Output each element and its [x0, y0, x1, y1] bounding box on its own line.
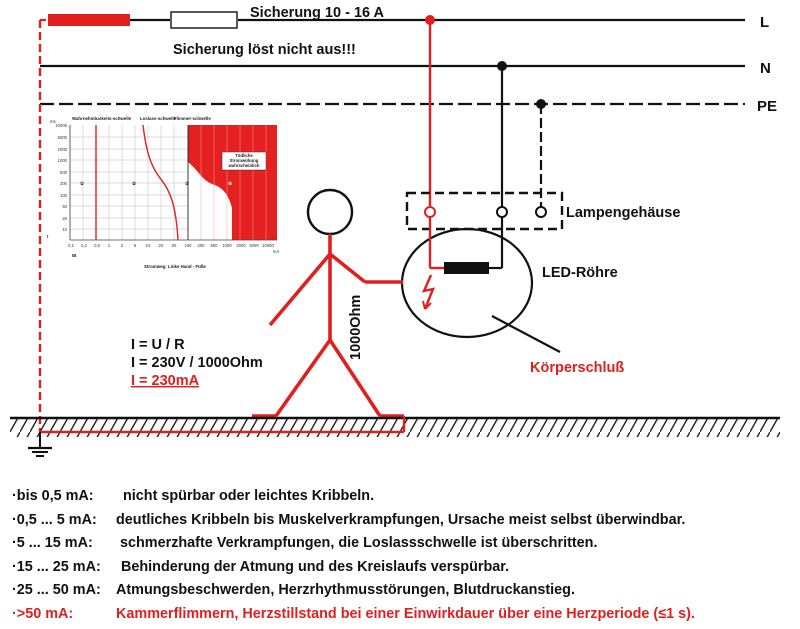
current-effects-legend	[12, 488, 797, 629]
legend-range: ·>50 mA:	[12, 606, 73, 622]
y-axis-letter: t	[47, 234, 49, 239]
resistance-label: 1000Ohm	[348, 295, 364, 360]
fuse-blown-element	[48, 14, 130, 26]
formula-line-1: I = U / R	[131, 337, 185, 353]
lethal-box-label: Tödliche Stromwirkung wahrscheinlich	[222, 152, 266, 168]
legend-row	[12, 559, 797, 583]
formula-line-2: I = 230V / 1000Ohm	[131, 355, 263, 371]
let-go-threshold-label: Loslass-schwelle	[140, 116, 177, 121]
fuse-note: Sicherung löst nicht aus!!!	[173, 42, 356, 58]
svg-text:0,2: 0,2	[81, 243, 87, 248]
legend-description: schmerzhafte Verkrampfungen, die Loslassschwelle ist überschritten.	[120, 535, 597, 551]
fault-lightning-icon	[424, 275, 433, 309]
svg-text:2000: 2000	[236, 243, 246, 248]
svg-text:5000: 5000	[58, 135, 68, 140]
led-tube-circle	[402, 229, 532, 337]
led-tube-label: LED-Röhre	[542, 265, 618, 281]
zone-4: ④	[228, 181, 232, 186]
svg-text:10: 10	[62, 227, 67, 232]
svg-text:20: 20	[159, 243, 164, 248]
svg-text:5000: 5000	[249, 243, 259, 248]
legend-row	[12, 535, 797, 559]
svg-text:20: 20	[62, 216, 67, 221]
ground-hatch	[10, 418, 780, 437]
x-unit-label: mA	[273, 249, 279, 254]
legend-range: ·15 ... 25 mA:	[12, 559, 101, 575]
fuse-label: Sicherung 10 - 16 A	[250, 5, 385, 21]
inset-caption: Stromweg: Linke Hand - Füße	[144, 264, 207, 269]
legend-row	[12, 488, 797, 512]
legend-row	[12, 606, 797, 629]
svg-text:200: 200	[60, 181, 68, 186]
line-n-label: N	[760, 60, 771, 77]
svg-text:200: 200	[198, 243, 206, 248]
line-pe-label: PE	[757, 98, 777, 115]
inset-chart	[44, 108, 280, 278]
svg-text:10: 10	[146, 243, 151, 248]
legend-range: ·25 ... 50 mA:	[12, 582, 101, 598]
svg-text:0,5: 0,5	[94, 243, 100, 248]
svg-text:100: 100	[60, 193, 68, 198]
svg-text:500: 500	[211, 243, 219, 248]
svg-text:0,1: 0,1	[68, 243, 74, 248]
fuse-symbol	[171, 12, 237, 28]
time-unit-label: ms	[50, 119, 56, 124]
legend-row	[12, 582, 797, 606]
zone-3: ③	[185, 181, 189, 186]
lamp-housing-label: Lampengehäuse	[566, 205, 680, 221]
svg-text:5: 5	[134, 243, 137, 248]
zone-1: ①	[80, 181, 84, 186]
legend-description: Behinderung der Atmung und des Kreislaufs verspürbar.	[121, 559, 509, 575]
svg-text:2000: 2000	[58, 147, 68, 152]
svg-text:1: 1	[108, 243, 111, 248]
svg-text:500: 500	[60, 170, 68, 175]
svg-text:10000: 10000	[55, 123, 67, 128]
led-tube-element	[444, 262, 489, 274]
legend-range: ·0,5 ... 5 mA:	[12, 512, 97, 528]
x-axis-symbol: IB	[72, 253, 76, 258]
svg-text:1000: 1000	[222, 243, 232, 248]
perception-threshold-label: Wahrnehmbarkeits-schwelle	[72, 116, 132, 121]
svg-text:10000: 10000	[262, 243, 274, 248]
body-fault-label: Körperschluß	[530, 360, 624, 376]
svg-text:100: 100	[185, 243, 193, 248]
legend-description: Atmungsbeschwerden, Herzrhythmusstörungen, Blutdruckanstieg.	[116, 582, 575, 598]
zone-2: ②	[132, 181, 136, 186]
svg-text:2: 2	[121, 243, 124, 248]
formula-line-3: I = 230mA	[131, 373, 200, 389]
line-n	[40, 60, 771, 77]
person-head-icon	[308, 190, 352, 234]
legend-range: ·5 ... 15 mA:	[12, 535, 93, 551]
legend-range: ·bis 0,5 mA:	[12, 488, 94, 504]
line-l-label: L	[760, 14, 769, 31]
svg-text:1000: 1000	[58, 158, 68, 163]
legend-description: Kammerflimmern, Herzstillstand bei einer Einwirkdauer über eine Herzperiode (≤1 s).	[116, 606, 695, 622]
legend-description: nicht spürbar oder leichtes Kribbeln.	[123, 488, 374, 504]
svg-text:50: 50	[172, 243, 177, 248]
legend-description: deutliches Kribbeln bis Muskelverkrampfungen, Ursache meist selbst überwindbar.	[116, 512, 685, 528]
legend-row	[12, 512, 797, 536]
fibrillation-threshold-label: Flimmer-schwelle	[174, 116, 211, 121]
svg-text:50: 50	[62, 204, 67, 209]
